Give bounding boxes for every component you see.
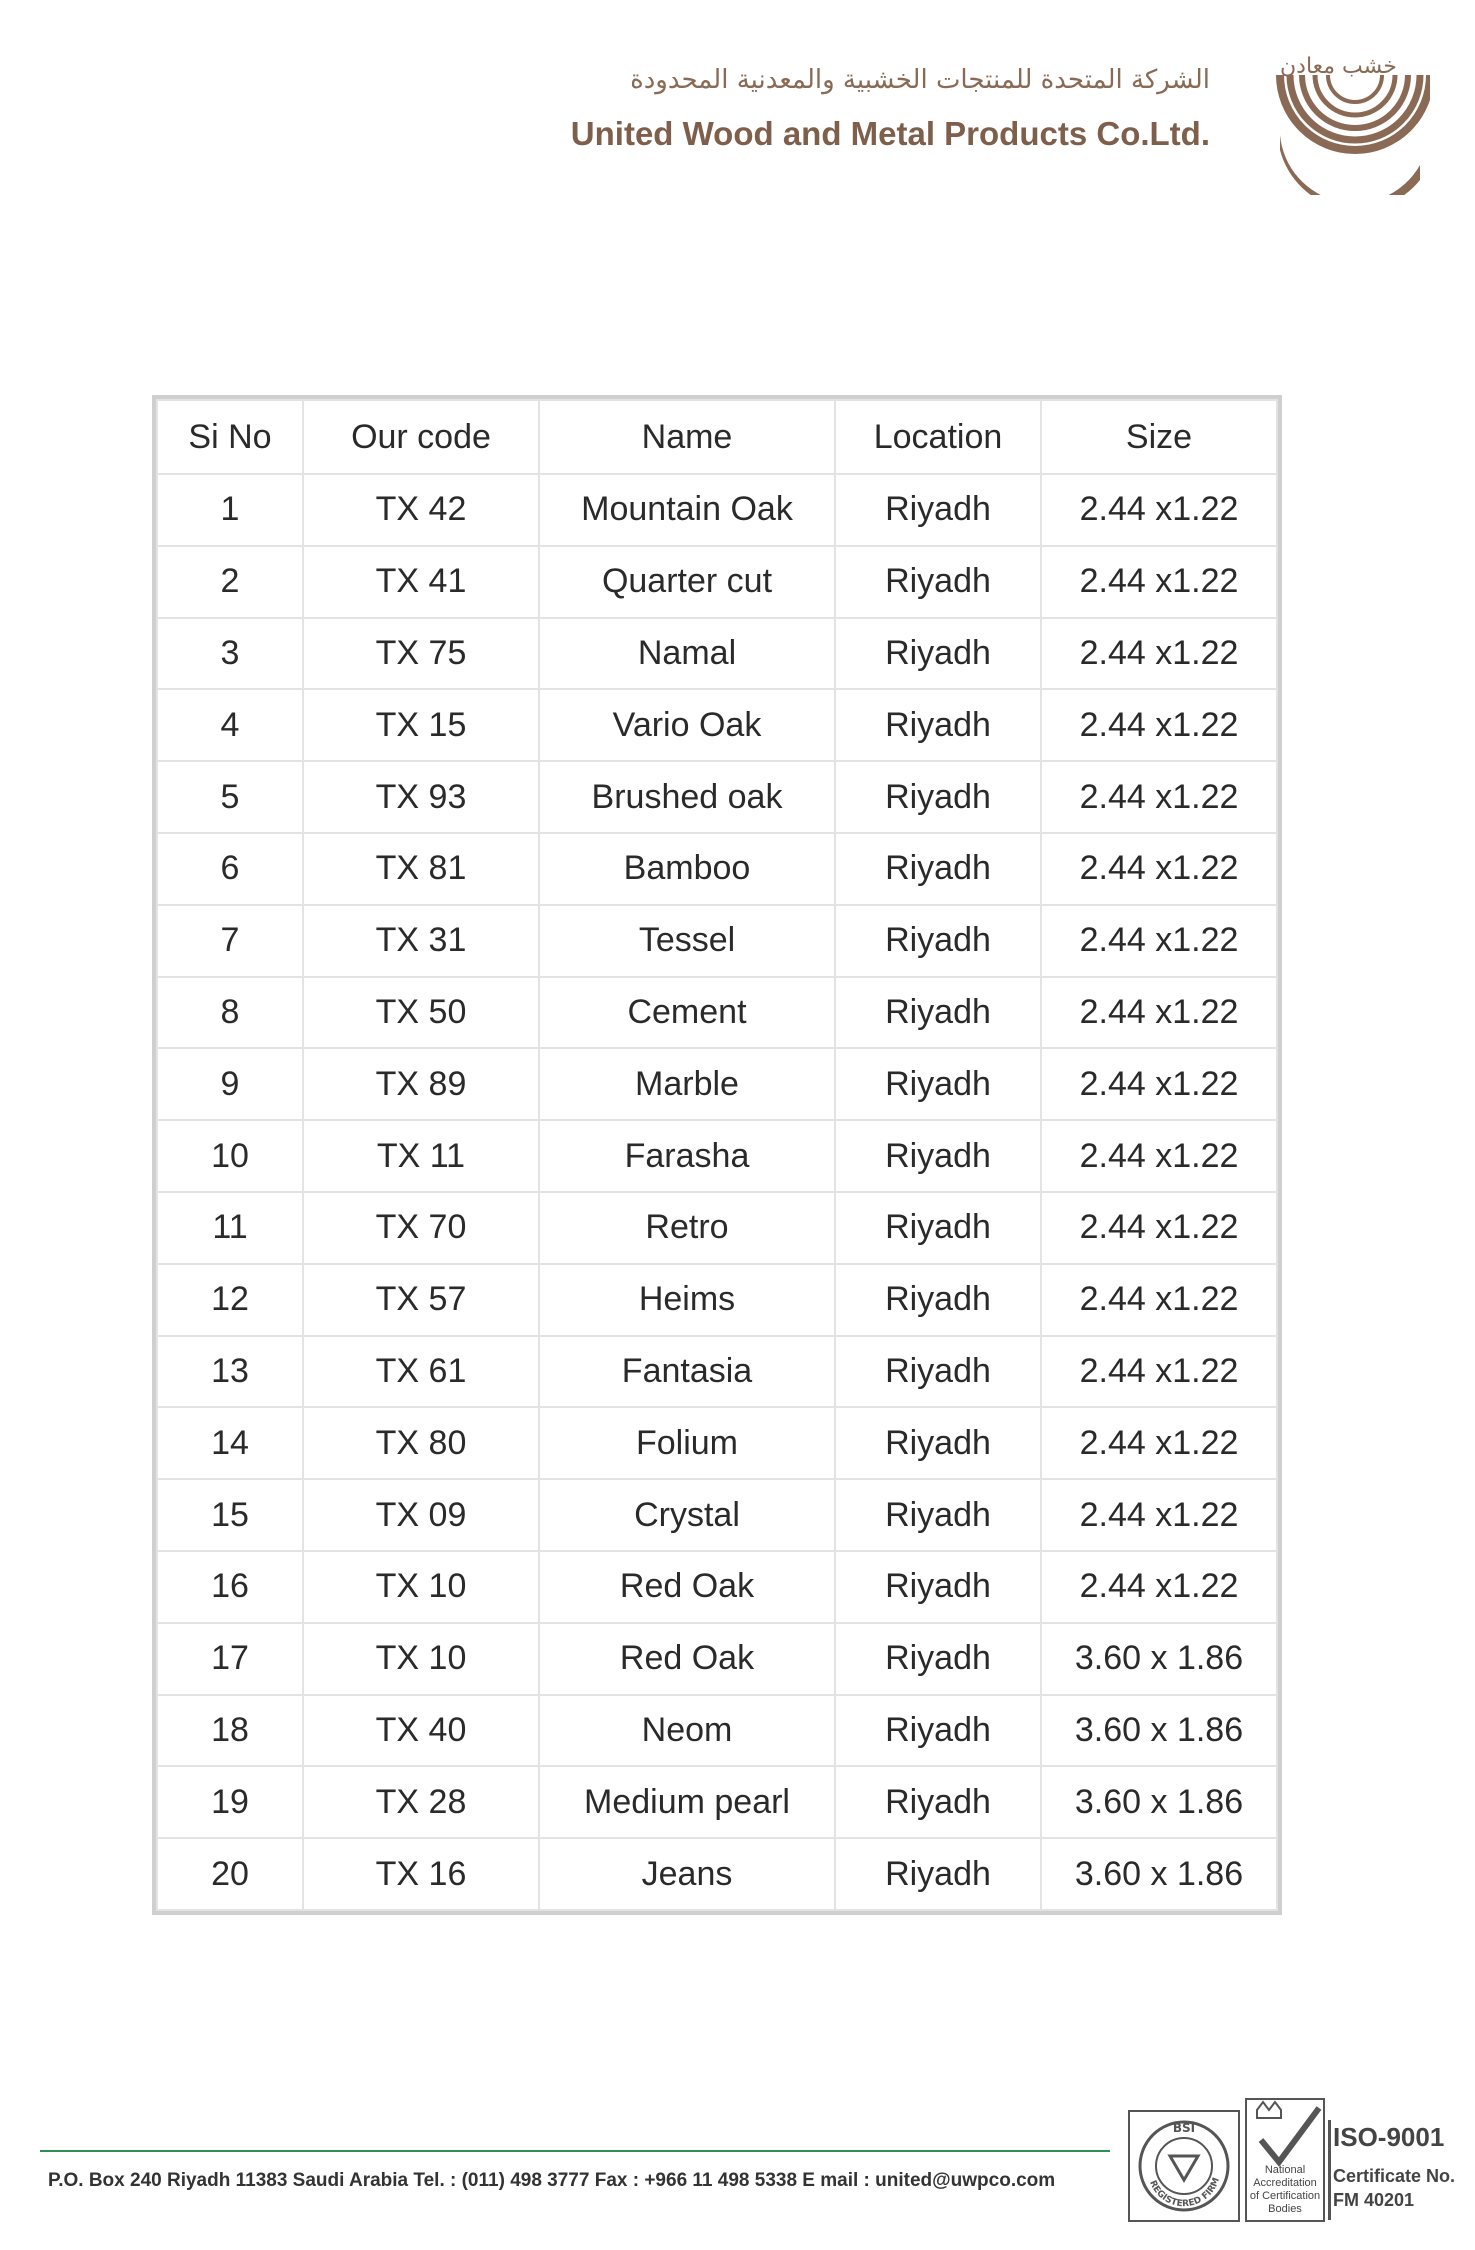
table-cell: TX 89	[303, 1048, 539, 1120]
bsi-registered-firm-badge	[1128, 2110, 1240, 2222]
accreditation-badge	[1245, 2098, 1325, 2222]
table-cell: 16	[157, 1551, 303, 1623]
iso-divider	[1328, 2120, 1331, 2220]
table-cell: 2.44 x1.22	[1041, 1264, 1277, 1336]
table-cell: TX 93	[303, 761, 539, 833]
footer-address: P.O. Box 240 Riyadh 11383 Saudi Arabia Tel. : (011) 498 3777 Fax : +966 11 498 5338 E mail : united@uwpco.com	[48, 2170, 1056, 2191]
table-cell: 2.44 x1.22	[1041, 1479, 1277, 1551]
table-row	[157, 761, 1277, 833]
table-cell: 18	[157, 1695, 303, 1767]
table-cell: 10	[157, 1120, 303, 1192]
table-cell: 15	[157, 1479, 303, 1551]
table-cell: 17	[157, 1623, 303, 1695]
table-cell: 2.44 x1.22	[1041, 1048, 1277, 1120]
table-cell: 1	[157, 474, 303, 546]
table-cell: Riyadh	[835, 1264, 1041, 1336]
table-row	[157, 1551, 1277, 1623]
table-row	[157, 1264, 1277, 1336]
table-row	[157, 977, 1277, 1049]
company-logo-icon	[1220, 55, 1430, 195]
table-cell: Riyadh	[835, 761, 1041, 833]
table-cell: 8	[157, 977, 303, 1049]
table-row	[157, 1120, 1277, 1192]
table-cell: Tessel	[539, 905, 835, 977]
table-cell: 2.44 x1.22	[1041, 1551, 1277, 1623]
table-row	[157, 1336, 1277, 1408]
table-cell: Riyadh	[835, 474, 1041, 546]
table-cell: Riyadh	[835, 546, 1041, 618]
company-name-arabic: الشركة المتحدة للمنتجات الخشبية والمعدنية المحدودة	[630, 65, 1210, 95]
table-cell: Retro	[539, 1192, 835, 1264]
footer-divider	[40, 2150, 1110, 2152]
table-cell: TX 28	[303, 1766, 539, 1838]
column-header: Our code	[303, 400, 539, 474]
table-cell: Red Oak	[539, 1623, 835, 1695]
table-cell: TX 40	[303, 1695, 539, 1767]
table-cell: 2.44 x1.22	[1041, 1192, 1277, 1264]
table-cell: 3.60 x 1.86	[1041, 1838, 1277, 1910]
table-cell: Riyadh	[835, 1192, 1041, 1264]
table-row	[157, 1766, 1277, 1838]
table-cell: 20	[157, 1838, 303, 1910]
table-row	[157, 1695, 1277, 1767]
table-cell: Riyadh	[835, 1479, 1041, 1551]
table-row	[157, 1623, 1277, 1695]
table-cell: 2.44 x1.22	[1041, 761, 1277, 833]
table-cell: 2.44 x1.22	[1041, 977, 1277, 1049]
table-cell: 3	[157, 618, 303, 690]
table-cell: Jeans	[539, 1838, 835, 1910]
column-header: Size	[1041, 400, 1277, 474]
table-cell: 4	[157, 689, 303, 761]
table-cell: Marble	[539, 1048, 835, 1120]
table-cell: TX 16	[303, 1838, 539, 1910]
table-cell: 14	[157, 1407, 303, 1479]
table-cell: Namal	[539, 618, 835, 690]
product-table	[152, 395, 1282, 1915]
table-cell: Red Oak	[539, 1551, 835, 1623]
table-cell: 2	[157, 546, 303, 618]
table-cell: Riyadh	[835, 1551, 1041, 1623]
table-cell: TX 75	[303, 618, 539, 690]
table-cell: 5	[157, 761, 303, 833]
table-cell: 3.60 x 1.86	[1041, 1623, 1277, 1695]
table-cell: Riyadh	[835, 1120, 1041, 1192]
table-cell: TX 61	[303, 1336, 539, 1408]
table-cell: Riyadh	[835, 977, 1041, 1049]
table-cell: Riyadh	[835, 1766, 1041, 1838]
table-row	[157, 1407, 1277, 1479]
table-cell: Heims	[539, 1264, 835, 1336]
table-cell: 19	[157, 1766, 303, 1838]
table-cell: 12	[157, 1264, 303, 1336]
certification-area	[1128, 2098, 1458, 2228]
table-cell: 2.44 x1.22	[1041, 833, 1277, 905]
table-cell: Riyadh	[835, 1407, 1041, 1479]
iso-certificate	[1333, 2164, 1455, 2212]
table-cell: 7	[157, 905, 303, 977]
table-row	[157, 1479, 1277, 1551]
table-cell: Mountain Oak	[539, 474, 835, 546]
table-cell: Fantasia	[539, 1336, 835, 1408]
table-cell: 13	[157, 1336, 303, 1408]
table-header-row	[157, 400, 1277, 474]
table-cell: 2.44 x1.22	[1041, 1407, 1277, 1479]
table-cell: Riyadh	[835, 1695, 1041, 1767]
table-row	[157, 546, 1277, 618]
table-row	[157, 474, 1277, 546]
iso-cert-label: Certificate No.	[1333, 2166, 1456, 2186]
table-row	[157, 1838, 1277, 1910]
table-cell: 2.44 x1.22	[1041, 1336, 1277, 1408]
table-cell: 2.44 x1.22	[1041, 546, 1277, 618]
table-cell: TX 57	[303, 1264, 539, 1336]
table-row	[157, 905, 1277, 977]
table-cell: Riyadh	[835, 905, 1041, 977]
table-cell: TX 41	[303, 546, 539, 618]
table-cell: 2.44 x1.22	[1041, 1120, 1277, 1192]
table-cell: 2.44 x1.22	[1041, 689, 1277, 761]
table-cell: 9	[157, 1048, 303, 1120]
table-cell: Riyadh	[835, 833, 1041, 905]
table-cell: TX 80	[303, 1407, 539, 1479]
table-row	[157, 1048, 1277, 1120]
iso-title: ISO-9001	[1333, 2122, 1445, 2152]
table-cell: TX 15	[303, 689, 539, 761]
table-cell: 3.60 x 1.86	[1041, 1766, 1277, 1838]
table-cell: Quarter cut	[539, 546, 835, 618]
company-name-english: United Wood and Metal Products Co.Ltd.	[570, 115, 1210, 152]
table-cell: Cement	[539, 977, 835, 1049]
table-row	[157, 618, 1277, 690]
column-header: Si No	[157, 400, 303, 474]
table-cell: 2.44 x1.22	[1041, 618, 1277, 690]
accreditation-text: National Accreditation of Certification Bodies	[1249, 2164, 1321, 2215]
table-cell: Folium	[539, 1407, 835, 1479]
table-cell: Brushed oak	[539, 761, 835, 833]
table-cell: Medium pearl	[539, 1766, 835, 1838]
table-cell: TX 10	[303, 1623, 539, 1695]
letterhead	[560, 55, 1430, 195]
table-cell: TX 81	[303, 833, 539, 905]
table-cell: 2.44 x1.22	[1041, 905, 1277, 977]
table-row	[157, 689, 1277, 761]
table-cell: Riyadh	[835, 689, 1041, 761]
table-cell: TX 31	[303, 905, 539, 977]
iso-cert-number: FM 40201	[1333, 2190, 1415, 2210]
table-cell: Riyadh	[835, 1838, 1041, 1910]
table-cell: TX 11	[303, 1120, 539, 1192]
column-header: Location	[835, 400, 1041, 474]
bsi-label: BSI	[1172, 2121, 1196, 2135]
table-cell: 2.44 x1.22	[1041, 474, 1277, 546]
table-cell: TX 10	[303, 1551, 539, 1623]
column-header: Name	[539, 400, 835, 474]
table-row	[157, 1192, 1277, 1264]
table-cell: Riyadh	[835, 1623, 1041, 1695]
table-row	[157, 833, 1277, 905]
table-cell: 3.60 x 1.86	[1041, 1695, 1277, 1767]
table-cell: Vario Oak	[539, 689, 835, 761]
table-cell: 6	[157, 833, 303, 905]
table-cell: Bamboo	[539, 833, 835, 905]
table-cell: Neom	[539, 1695, 835, 1767]
crown-check-icon	[1247, 2100, 1323, 2170]
table-cell: TX 70	[303, 1192, 539, 1264]
table-cell: TX 50	[303, 977, 539, 1049]
table-cell: 11	[157, 1192, 303, 1264]
logo-arabic-text: خشب معادن	[1280, 55, 1397, 79]
table-cell: TX 09	[303, 1479, 539, 1551]
table-cell: Riyadh	[835, 1048, 1041, 1120]
bsi-icon	[1130, 2112, 1238, 2220]
bsi-ring-text: REGISTERED FIRM	[1147, 2176, 1222, 2210]
table-cell: Farasha	[539, 1120, 835, 1192]
table-cell: TX 42	[303, 474, 539, 546]
table-cell: Riyadh	[835, 618, 1041, 690]
table-cell: Crystal	[539, 1479, 835, 1551]
table-cell: Riyadh	[835, 1336, 1041, 1408]
